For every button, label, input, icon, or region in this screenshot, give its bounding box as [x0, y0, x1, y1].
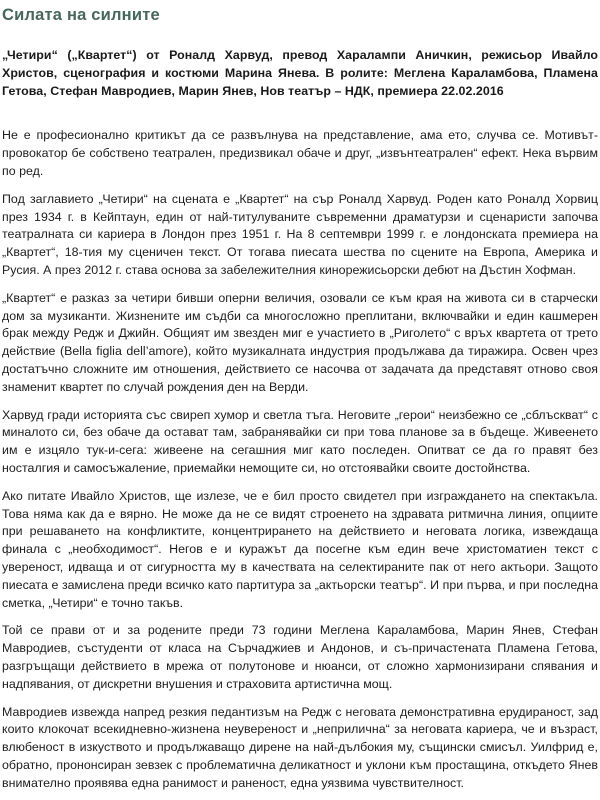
body-paragraph-2: Под заглавието „Четири“ на сцената е „Квартет“ на сър Роналд Харвуд. Роден като Роналд Хорвиц през 1934 г. в Кейптаун, един от най-титулуваните съвременни драматурзи и сценаристи започва театралната си кариера в Лондон през 1951 г. На 8 септември 1999 г. е лондонската премиера на „Квартет“, 18-тия му сценичен текст. От тогава пиесата шества по сцените на Европа, Америка и Русия. А през 2012 г. става основа за забележителния кинорежисьорски дебют на Дъстин Хофман. — [2, 191, 598, 277]
body-paragraph-5: Ако питате Ивайло Христов, ще излезе, че е бил просто свидетел при изграждането на спектакъла. Това няма как да е вярно. Не може да не се видят строенето на здравата ритмична линия, опциите при решаването на конфликтите, концентрирането на действието и неговата логика, извеждаща финала с „необходимост“. Негов е и куражът да посегне към един вече христоматиен текст с увереност, идваща и от сигурността му в качествата на селектираните пак от него актьори. Защото пиесата е замислена преди всичко като партитура за „актьорски театър“. И при първа, и при последна сметка, „Четири“ е точно такъв. — [2, 488, 598, 610]
body-paragraph-1: Не е професионално критикът да се развълнува на представление, ама ето, случва се. Мотивът-провокатор бе собствено театрален, предизвикал обаче и друг, „извънтеатрален“ ефект. Нека вървим по ред. — [2, 128, 598, 178]
body-paragraph-6: Той се прави от и за родените преди 73 години Меглена Караламбова, Марин Янев, Стефан Мавродиев, състуденти от класа на Сърчаджиев и Андонов, и съ-причастената Пламена Гетова, разгръщащи действието в мрежа от полутонове и нюанси, от сложно хармонизирани спявания и надпявания, от дискретни внушения и страховита артистична мощ. — [2, 623, 598, 691]
page-title: Силата на силните — [2, 6, 160, 24]
body-paragraph-3: „Квартет“ е разказ за четири бивши оперни величия, озовали се към края на живота си в старчески дом за музиканти. Жизнените им съдби са многосложно преплитани, включвайки и един кашмерен брак между Редж и Джийн. Общият им звезден миг е участието в „Риголето“ с връх квартета от трето действие (Bella figlia dell’amore), който музикалната индустрия продължава да тиражира. Освен чрез достатъчно сложните им отношения, действието се насочва от задачата да представят отново своя знаменит квартет по случай рождения ден на Верди. — [2, 290, 598, 394]
body-paragraph-7: Мавродиев извежда напред резкия педантизъм на Редж с неговата демонстративна ерудираност, зад които клокочат всекидневно-жизнена неувереност и „неприличнa“ за неговата кариера, че и възраст, влюбеност в изкуството и продължаващо дирене на най-дълбокия му, същински смисъл. Уилфрид е, обратно, прононсиран зевзек с проблематична деликатност и уклони към простащина, откъдето Янев внимателно проявява една ранимост и раненост, една уязвима чувствителност. — [2, 704, 598, 790]
article-credits-lead: „Четири“ („Квартет“) от Роналд Харвуд, превод Харалампи Аничкин, режисьор Ивайло Христов, сценография и костюми Марина Янева. В ролите: Меглена Караламбова, Пламена Гетова, Стефан Мавродиев, Марин Янев, Нов театър – НДК, премиера 22.02.2016 — [2, 48, 598, 98]
body-paragraph-4: Харвуд гради историята със свиреп хумор и светла тъга. Неговите „герои“ неизбежно се „сблъскват“ с миналото си, без обаче да остават там, забранявайки си при това планове за в бъдеще. Живеенето им е изцяло тук-и-сега: живеене на сегашния миг като последен. Опитват се да го правят без носталгия и самосъжаление, приемайки немощите си, но отстоявайки своите достойнства. — [2, 407, 598, 475]
